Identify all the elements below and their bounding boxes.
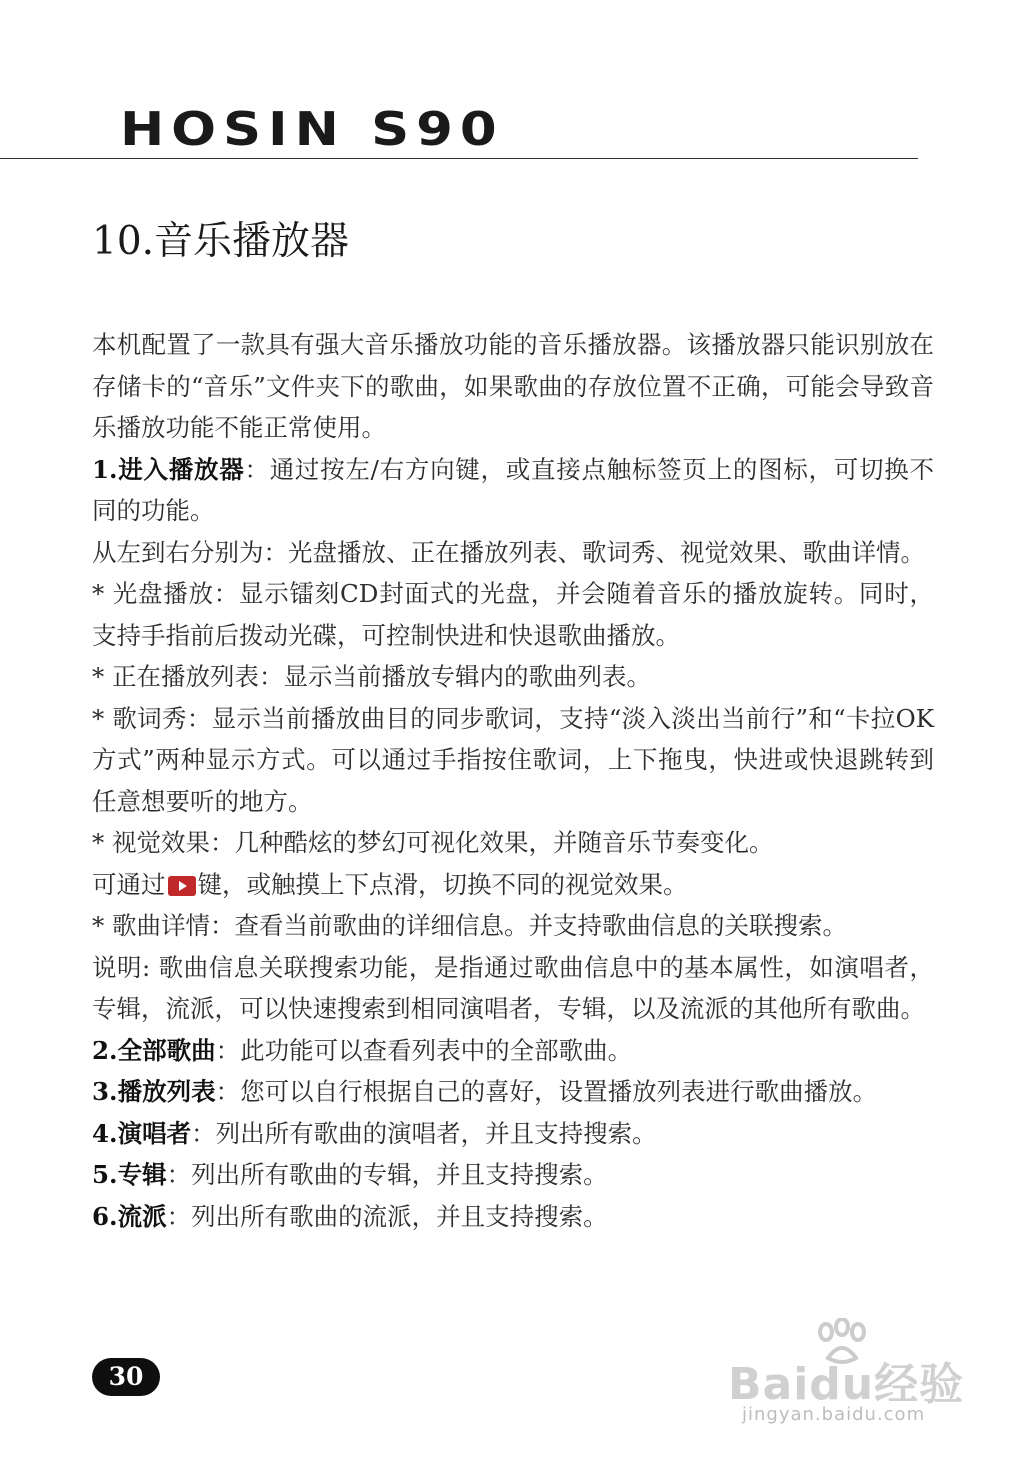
item-label: 2.全部歌曲	[92, 1035, 216, 1065]
order-paragraph: 从左到右分别为：光盘播放、正在播放列表、歌词秀、视觉效果、歌曲详情。	[92, 537, 925, 567]
watermark-url: jingyan.baidu.com	[742, 1404, 926, 1425]
item-label: 1.进入播放器	[92, 454, 245, 484]
lyrics-paragraph: * 歌词秀：显示当前播放曲目的同步歌词，支持“淡入淡出当前行”和“卡拉OK方式”两种显示方式。可以通过手指按住歌词，上下拖曳，快进或快退跳转到任意想要听的地方。	[92, 703, 934, 816]
content-body	[92, 324, 934, 1237]
disc-paragraph: * 光盘播放：显示镭刻CD封面式的光盘，并会随着音乐的播放旋转。同时，支持手指前后拨动光碟，可控制快进和快退歌曲播放。	[92, 579, 934, 650]
item-all-songs	[92, 1030, 934, 1072]
visual-paragraph: * 视觉效果：几种酷炫的梦幻可视化效果，并随音乐节奏变化。	[92, 828, 774, 857]
item-playlist	[92, 1071, 934, 1113]
watermark	[728, 1318, 968, 1438]
item-albums	[92, 1154, 934, 1196]
switch-text-pre: 可通过	[92, 869, 166, 899]
intro-paragraph: 本机配置了一款具有强大音乐播放功能的音乐播放器。该播放器只能识别放在存储卡的“音乐”文件夹下的歌曲，如果歌曲的存放位置不正确，可能会导致音乐播放功能不能正常使用。	[92, 330, 934, 442]
header-divider	[0, 158, 918, 159]
item-genres	[92, 1196, 934, 1238]
switch-paragraph	[92, 864, 934, 906]
item-text: ：列出所有歌曲的流派，并且支持搜索。	[166, 1201, 608, 1231]
item-enter-player	[92, 449, 934, 532]
page-number-badge: 30	[92, 1358, 160, 1396]
details-paragraph: * 歌曲详情：查看当前歌曲的详细信息。并支持歌曲信息的关联搜索。	[92, 911, 848, 940]
item-text: ：您可以自行根据自己的喜好，设置播放列表进行歌曲播放。	[215, 1077, 878, 1106]
item-text: ：此功能可以查看列表中的全部歌曲。	[215, 1035, 633, 1065]
item-label: 3.播放列表	[92, 1077, 216, 1106]
item-artists	[92, 1113, 934, 1155]
item-text: ：列出所有歌曲的专辑，并且支持搜索。	[166, 1160, 608, 1189]
section-title: 10.音乐播放器	[92, 219, 350, 264]
item-text: ：通过按左/右方向键，或直接点触标签页上的图标，可切换不同的功能。	[92, 454, 934, 525]
watermark-text: Baidu经验	[728, 1359, 965, 1410]
note-paragraph: 说明: 歌曲信息关联搜索功能，是指通过歌曲信息中的基本属性，如演唱者，专辑，流派，可以快速搜索到相同演唱者，专辑，以及流派的其他所有歌曲。	[92, 952, 934, 1023]
item-label: 4.演唱者	[92, 1118, 192, 1148]
brand-logo: HOSIN S90	[120, 102, 504, 156]
now-playing-paragraph: * 正在播放列表：显示当前播放专辑内的歌曲列表。	[92, 662, 652, 691]
switch-text-post: 键，或触摸上下点滑，切换不同的视觉效果。	[197, 869, 688, 899]
item-label: 5.专辑	[92, 1160, 167, 1189]
item-label: 6.流派	[92, 1201, 167, 1231]
item-text: ：列出所有歌曲的演唱者，并且支持搜索。	[191, 1118, 657, 1148]
play-key-icon	[168, 876, 196, 896]
